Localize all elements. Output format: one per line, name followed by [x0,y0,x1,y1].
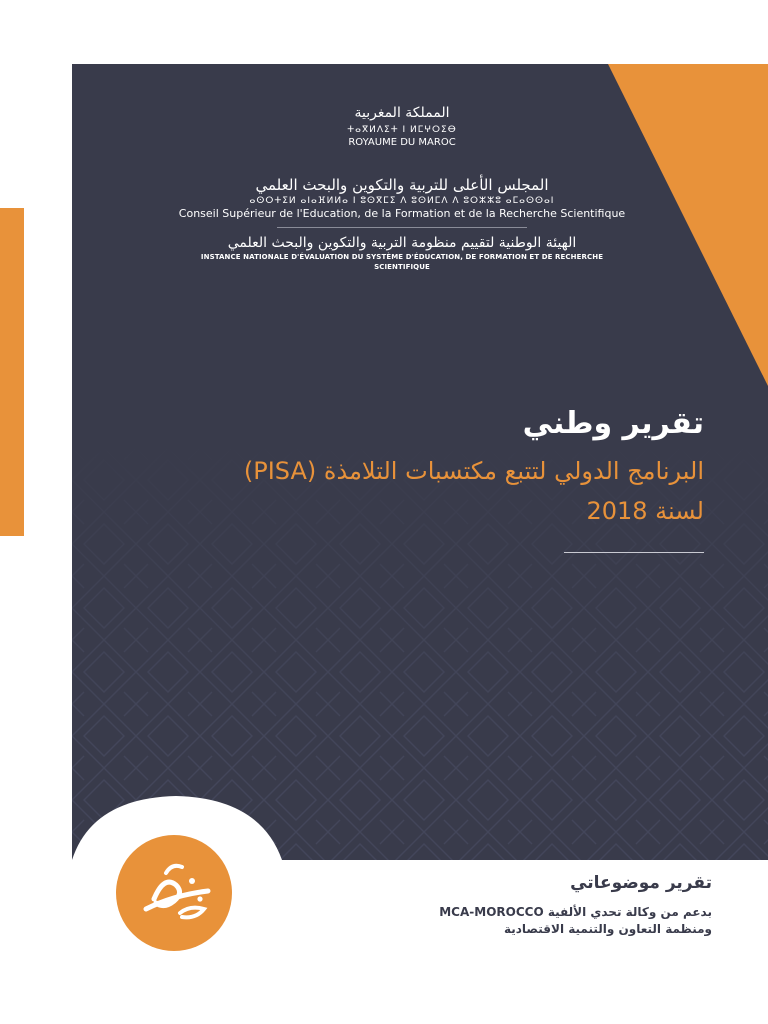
council-name-tifinagh: ⴰⵙⵔⵜⵉⵍ ⴰⵏⴰⴼⵍⵍⴰ ⵏ ⵓⵙⴳⵎⵉ ⴷ ⵓⵙⵍⵎⴷ ⴷ ⵓⵔⵣⵣⵓ ⴰⵎⴰⵙⵙⴰⵏ [249,196,555,206]
kingdom-name-fr: ROYAUME DU MAROC [348,137,456,148]
report-subtitle: البرنامج الدولي لتتبع مكتسبات التلامذة (PISA) [243,457,704,485]
title-underline [564,552,704,553]
title-block [144,404,704,528]
instance-name-fr: INSTANCE NATIONALE D'ÉVALUATION DU SYSTÈME D'ÉDUCATION, DE FORMATION ET DE RECHERCHE SCIENTIFIQUE [200,253,604,271]
kingdom-name-tifinagh: ⵜⴰⴳⵍⴷⵉⵜ ⵏ ⵍⵎⵖⵔⵉⴱ [347,125,457,135]
cover-panel [72,64,768,860]
kingdom-name-ar: المملكة المغربية [354,105,450,121]
council-name-fr: Conseil Supérieur de l'Education, de la Formation et de la Recherche Scientifique [178,207,626,220]
instance-name-ar: الهيئة الوطنية لتقييم منظومة التربية والتكوين والبحث العلمي [227,235,577,251]
support-line-2: ومنظمة التعاون والتنمية الاقتصادية [503,922,712,936]
report-type: تقرير موضوعاتي [570,873,712,893]
institution-header [172,104,632,272]
calligraphy-logo-icon [116,835,232,951]
report-title: تقرير وطني [522,406,704,441]
side-accent-bar [0,208,24,536]
institution-logo [116,835,232,951]
council-name-ar: المجلس الأعلى للتربية والتكوين والبحث العلمي [255,176,549,194]
support-line-1: بدعم من وكالة تحدي الألفية MCA-MOROCCO [439,905,712,919]
header-divider [277,227,527,228]
report-year: لسنة 2018 [586,497,704,525]
footer-text [332,872,712,938]
